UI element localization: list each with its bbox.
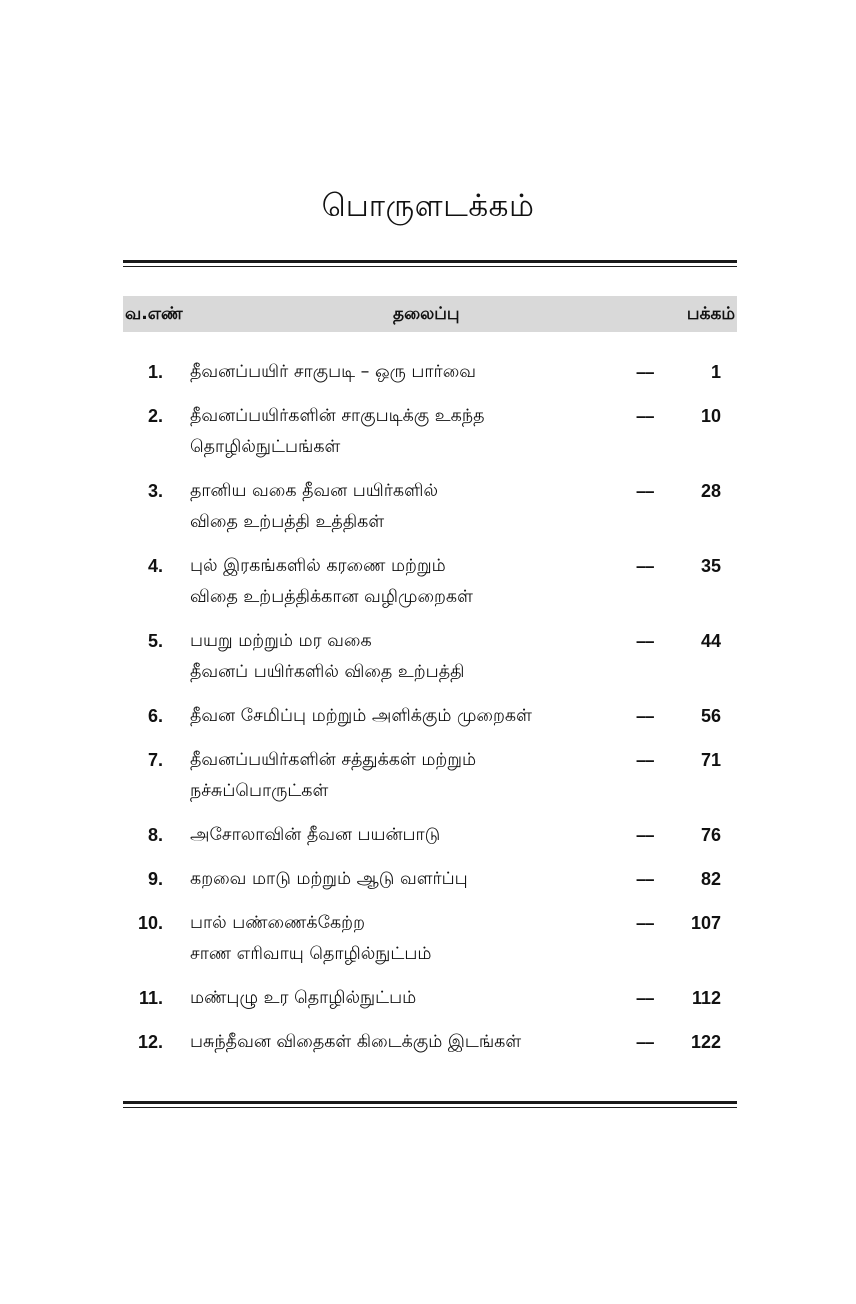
toc-entry-title-line: புல் இரகங்களில் கரணை மற்றும் xyxy=(190,556,446,576)
toc-entry-number: 10. xyxy=(137,913,163,933)
toc-entry-title-line: விதை உற்பத்தி உத்திகள் xyxy=(190,512,385,532)
toc-entry[interactable] xyxy=(123,626,737,701)
toc-entry-number: 12. xyxy=(137,1032,163,1052)
toc-entry-page-number: 82 xyxy=(700,869,721,889)
toc-entry-title-line: சாண எரிவாயு தொழில்நுட்பம் xyxy=(190,944,432,964)
toc-entry-title xyxy=(190,357,620,388)
header-number-label: வ.எண் xyxy=(125,304,183,324)
toc-entry-page-number: 35 xyxy=(700,556,721,576)
toc-entry-separator: –– xyxy=(636,1032,654,1052)
toc-entry-number: 9. xyxy=(147,869,163,889)
toc-entry-title xyxy=(190,864,620,895)
toc-entry-number: 7. xyxy=(147,750,163,770)
toc-entry-title xyxy=(190,476,620,538)
toc-entry-separator: –– xyxy=(636,988,654,1008)
toc-entry-page-number: 71 xyxy=(700,750,721,770)
toc-entry-number: 1. xyxy=(147,362,163,382)
toc-entry[interactable] xyxy=(123,820,737,864)
toc-entry-page-number: 1 xyxy=(710,362,721,382)
toc-entry-page-number: 44 xyxy=(700,631,721,651)
toc-entry-title xyxy=(190,551,620,613)
toc-list xyxy=(123,357,737,1071)
toc-entry-title-line: கறவை மாடு மற்றும் ஆடு வளர்ப்பு xyxy=(190,869,468,889)
toc-entry-title-line: நச்சுப்பொருட்கள் xyxy=(190,781,329,801)
toc-entry-separator: –– xyxy=(636,556,654,576)
toc-entry-title-line: பயறு மற்றும் மர வகை xyxy=(190,631,372,651)
toc-entry-page-number: 56 xyxy=(700,706,721,726)
toc-entry-separator: –– xyxy=(636,825,654,845)
toc-entry-number: 4. xyxy=(147,556,163,576)
toc-entry-page-number: 76 xyxy=(700,825,721,845)
toc-entry-title xyxy=(190,401,620,463)
toc-entry-title-line: தீவனப்பயிர் சாகுபடி – ஒரு பார்வை xyxy=(190,362,476,382)
toc-entry-separator: –– xyxy=(636,706,654,726)
toc-entry-title xyxy=(190,820,620,851)
toc-entry-title-line: தானிய வகை தீவன பயிர்களில் xyxy=(190,481,438,501)
toc-entry-page-number: 112 xyxy=(691,988,721,1008)
toc-entry[interactable] xyxy=(123,551,737,626)
toc-entry-separator: –– xyxy=(636,869,654,889)
header-page-label: பக்கம் xyxy=(686,304,735,324)
toc-entry[interactable] xyxy=(123,864,737,908)
toc-entry-title-line: தீவனப்பயிர்களின் சாகுபடிக்கு உகந்த xyxy=(190,406,485,426)
toc-entry-number: 11. xyxy=(138,988,163,1008)
page-title: பொருளடக்கம் xyxy=(321,188,535,224)
top-divider xyxy=(123,260,737,266)
toc-entry-number: 8. xyxy=(147,825,163,845)
toc-entry-title xyxy=(190,983,620,1014)
toc-entry-title-line: விதை உற்பத்திக்கான வழிமுறைகள் xyxy=(190,587,473,607)
toc-entry-number: 5. xyxy=(147,631,163,651)
toc-entry-title-line: தொழில்நுட்பங்கள் xyxy=(190,437,341,457)
toc-entry-title-line: பசுந்தீவன விதைகள் கிடைக்கும் இடங்கள் xyxy=(190,1032,522,1052)
toc-entry-page-number: 10 xyxy=(700,406,721,426)
toc-entry[interactable] xyxy=(123,701,737,745)
toc-entry-page-number: 28 xyxy=(700,481,721,501)
toc-entry-title xyxy=(190,701,620,732)
toc-entry-title-line: தீவனப்பயிர்களின் சத்துக்கள் மற்றும் xyxy=(190,750,477,770)
toc-entry-separator: –– xyxy=(636,481,654,501)
toc-entry[interactable] xyxy=(123,1027,737,1071)
toc-entry-number: 2. xyxy=(147,406,163,426)
toc-entry-title-line: தீவன சேமிப்பு மற்றும் அளிக்கும் முறைகள் xyxy=(190,706,532,726)
toc-entry-separator: –– xyxy=(636,362,654,382)
toc-entry[interactable] xyxy=(123,401,737,476)
table-header xyxy=(123,296,737,332)
toc-entry-title xyxy=(190,745,620,807)
toc-entry-title-line: மண்புழு உர தொழில்நுட்பம் xyxy=(190,988,417,1008)
toc-entry-separator: –– xyxy=(636,913,654,933)
toc-entry-separator: –– xyxy=(636,750,654,770)
toc-entry-separator: –– xyxy=(636,406,654,426)
toc-entry-title xyxy=(190,908,620,970)
toc-entry-number: 6. xyxy=(147,706,163,726)
toc-entry[interactable] xyxy=(123,983,737,1027)
toc-entry-separator: –– xyxy=(636,631,654,651)
header-title-label: தலைப்பு xyxy=(393,304,460,324)
toc-entry[interactable] xyxy=(123,908,737,983)
toc-entry-title xyxy=(190,1027,620,1058)
bottom-divider xyxy=(123,1101,737,1107)
toc-entry[interactable] xyxy=(123,357,737,401)
toc-entry-page-number: 107 xyxy=(690,913,721,933)
toc-entry-title-line: அசோலாவின் தீவன பயன்பாடு xyxy=(190,825,441,845)
toc-entry[interactable] xyxy=(123,476,737,551)
toc-entry-title-line: பால் பண்ணைக்கேற்ற xyxy=(190,913,366,933)
toc-entry-page-number: 122 xyxy=(690,1032,721,1052)
toc-entry-number: 3. xyxy=(147,481,163,501)
toc-entry-title xyxy=(190,626,620,688)
toc-entry-title-line: தீவனப் பயிர்களில் விதை உற்பத்தி xyxy=(190,662,465,682)
toc-entry[interactable] xyxy=(123,745,737,820)
